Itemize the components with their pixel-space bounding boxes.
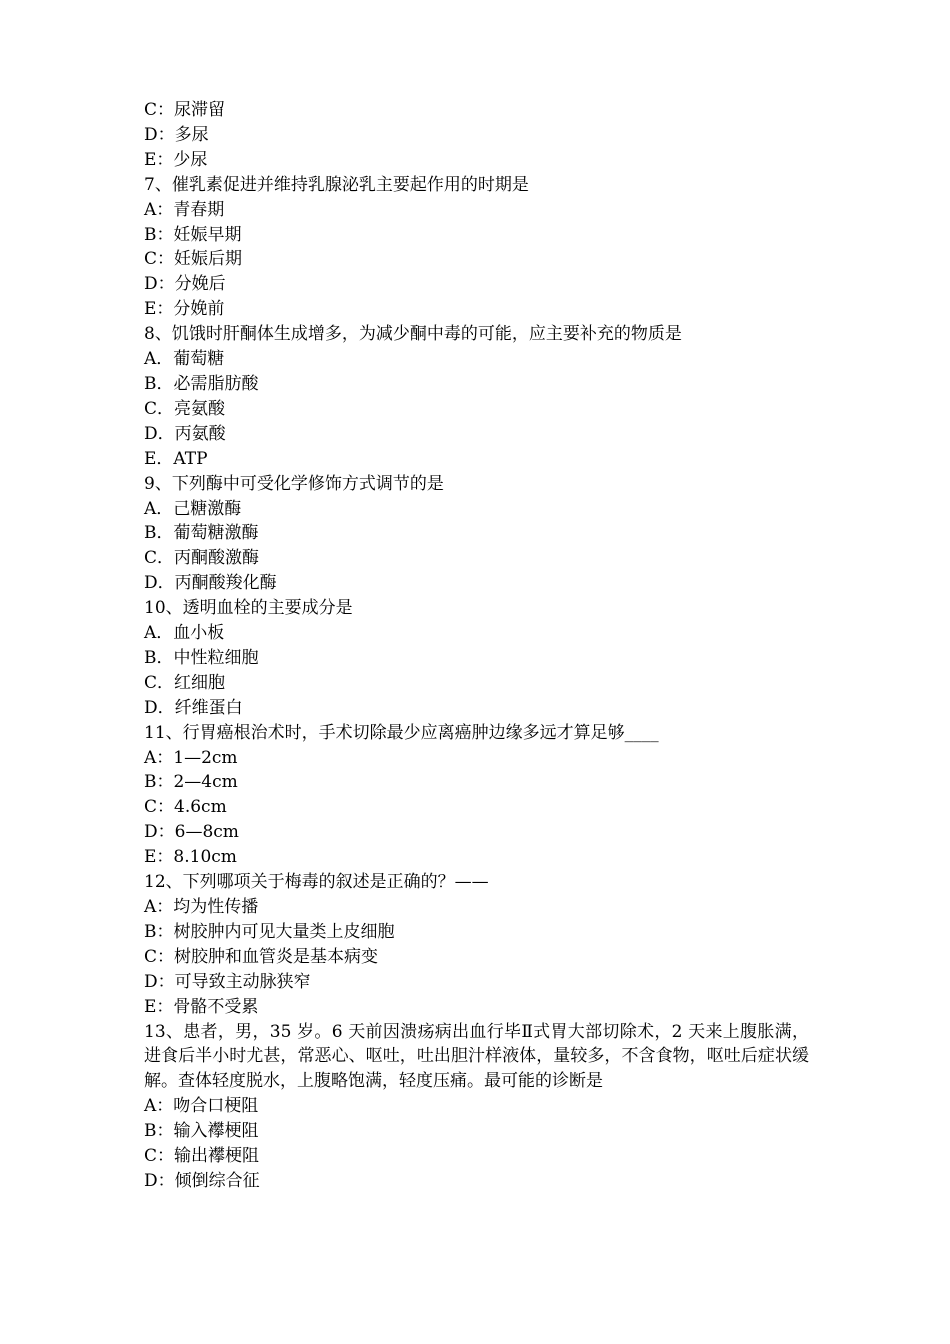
- option-line: D：倾倒综合征: [144, 1170, 260, 1191]
- option-line: A．葡萄糖: [144, 349, 225, 370]
- option-line: E：8.10cm: [144, 847, 237, 868]
- option-line: B：树胶肿内可见大量类上皮细胞: [144, 921, 395, 942]
- option-line: B：2—4cm: [144, 772, 238, 793]
- question-12: 12、下列哪项关于梅毒的叙述是正确的？——: [144, 872, 489, 893]
- option-line: C．亮氨酸: [144, 398, 226, 419]
- option-line: B．必需脂肪酸: [144, 373, 259, 394]
- question-7: 7、催乳素促进并维持乳腺泌乳主要起作用的时期是: [144, 174, 529, 195]
- option-line: D．丙氨酸: [144, 423, 226, 444]
- document-page: [144, 98, 809, 1194]
- option-line: B．中性粒细胞: [144, 647, 259, 668]
- question-9: 9、下列酶中可受化学修饰方式调节的是: [144, 473, 444, 494]
- option-line: C．丙酮酸激酶: [144, 548, 260, 569]
- option-line: D：6—8cm: [144, 822, 239, 843]
- option-line: D．纤维蛋白: [144, 697, 243, 718]
- option-line: A：青春期: [144, 199, 225, 220]
- option-line: C：妊娠后期: [144, 249, 243, 270]
- option-line: B．葡萄糖激酶: [144, 523, 259, 544]
- option-line: C：尿滞留: [144, 100, 226, 120]
- question-10: 10、透明血栓的主要成分是: [144, 598, 353, 619]
- option-line: D：可导致主动脉狭窄: [144, 971, 311, 992]
- option-line: E．ATP: [144, 448, 208, 469]
- option-line: A：吻合口梗阻: [144, 1096, 259, 1117]
- option-line: D：多尿: [144, 124, 209, 145]
- option-line: E：分娩前: [144, 299, 225, 320]
- option-line: A：1—2cm: [144, 747, 238, 768]
- option-line: A．己糖激酶: [144, 498, 242, 519]
- option-line: A．血小板: [144, 623, 225, 644]
- option-line: A：均为性传播: [144, 897, 259, 917]
- option-line: C：树胶肿和血管炎是基本病变: [144, 946, 379, 967]
- option-line: C：输出襻梗阻: [144, 1146, 260, 1167]
- question-13-stem: 13、患者，男，35 岁。6 天前因溃疡病出血行毕Ⅱ式胃大部切除术，2 天来上腹胀满，进食后半小时尤甚，常恶心、呕吐，吐出胆汁样液体，量较多，不含食物，呕吐后症状缓解。查体轻度脱水，上腹略饱满，轻度压痛。最可能的诊断是: [144, 1021, 809, 1092]
- option-line: E：骨骼不受累: [144, 996, 259, 1017]
- option-line: C：4.6cm: [144, 797, 227, 818]
- question-8: 8、饥饿时肝酮体生成增多，为减少酮中毒的可能，应主要补充的物质是: [144, 324, 682, 345]
- option-line: D：分娩后: [144, 274, 226, 295]
- option-line: B：妊娠早期: [144, 224, 242, 245]
- question-11: 11、行胃癌根治术时，手术切除最少应离癌肿边缘多远才算足够____: [144, 722, 659, 743]
- option-line: E：少尿: [144, 149, 208, 170]
- option-line: D．丙酮酸羧化酶: [144, 573, 277, 594]
- option-line: C．红细胞: [144, 672, 226, 693]
- option-line: B：输入襻梗阻: [144, 1121, 259, 1142]
